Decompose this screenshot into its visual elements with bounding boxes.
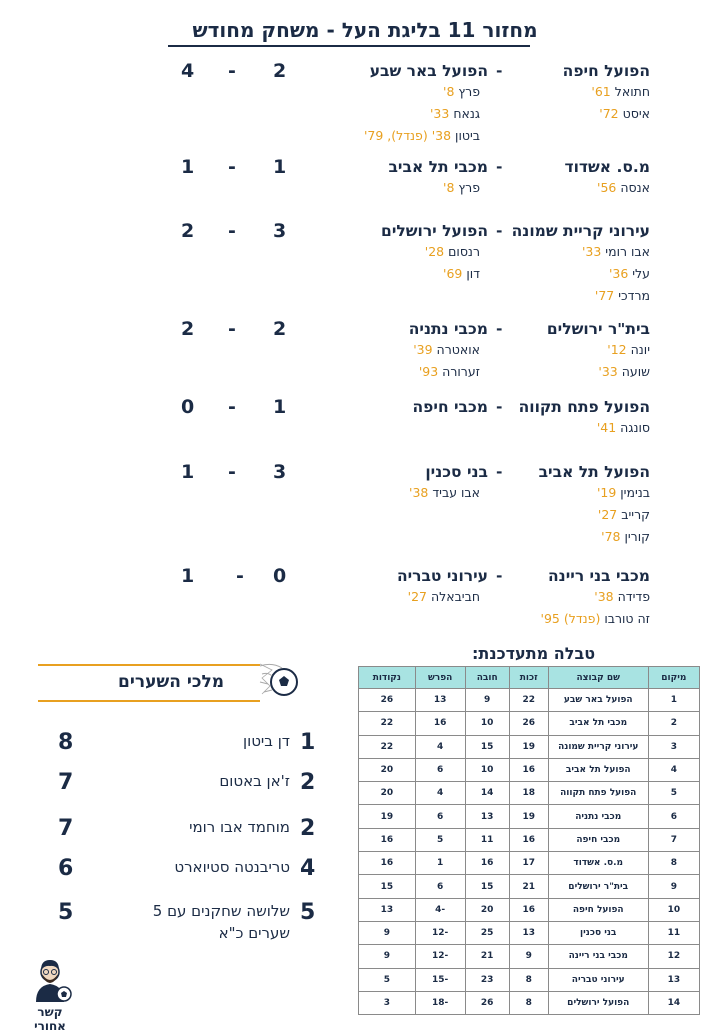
home-scorer (607, 342, 650, 357)
scorer-minute: 33' (429, 106, 450, 121)
table-cell: 21 (465, 945, 509, 968)
table-cell: 15 (465, 735, 509, 758)
table-cell: 6 (415, 805, 465, 828)
scorer-goals: 6 (58, 856, 74, 881)
away-score: 2 (181, 318, 195, 340)
table-cell: 16 (509, 898, 548, 921)
scorer-name: פדידה (617, 589, 650, 604)
scorer-player-name: שלושה שחקנים עם 5 שערים כ"א (152, 902, 290, 942)
scorer-goals: 5 (58, 900, 74, 925)
table-cell: 5 (359, 968, 416, 991)
table-row (359, 898, 700, 921)
scorer-name: איסט (622, 106, 650, 121)
table-cell: עירוני קריית שמונה (548, 735, 648, 758)
table-header-cell: שם קבוצה (548, 667, 648, 689)
scorer-minute: 77' (594, 288, 615, 303)
table-header-row (359, 667, 700, 689)
scorer-name: קורין (624, 529, 650, 544)
table-cell: 8 (648, 852, 699, 875)
home-score: 2 (273, 318, 287, 340)
table-cell: -4 (415, 898, 465, 921)
scorer-name: קרייב (621, 507, 650, 522)
scorer-minute: 39' (413, 342, 433, 357)
scorer-minute: 56' (597, 180, 617, 195)
scorer-name: חביבאלה (430, 589, 480, 604)
table-cell: 16 (359, 828, 416, 851)
table-cell: 1 (415, 852, 465, 875)
table-cell: 16 (359, 852, 416, 875)
home-team-name: הפועל חיפה (562, 62, 650, 80)
table-cell: 26 (465, 991, 509, 1014)
away-team-name: מכבי חיפה (412, 398, 488, 416)
scorer-rank-row (0, 770, 340, 810)
home-team-name: הפועל תל אביב (538, 463, 650, 481)
scorer-goals: 8 (58, 730, 74, 755)
match-separator: - (496, 320, 503, 338)
table-cell: הפועל תל אביב (548, 758, 648, 781)
scorer-name: יונה (630, 342, 650, 357)
home-scorer (609, 266, 650, 281)
scorer-name: אואטרה (436, 342, 480, 357)
table-cell: 13 (648, 968, 699, 991)
scorer-minute: 33' (581, 244, 602, 259)
table-cell: 6 (415, 875, 465, 898)
home-team-name: בית"ר ירושלים (546, 320, 650, 338)
table-cell: 11 (648, 921, 699, 944)
scorer-name: פרץ (458, 84, 480, 99)
table-cell: 3 (648, 735, 699, 758)
table-cell: מ.ס. אשדוד (548, 852, 648, 875)
table-row (359, 782, 700, 805)
page-title: מחזור 11 בליגת העל - משחק מחודש (192, 18, 538, 42)
scorer-rank: 2 (300, 770, 316, 795)
match-separator: - (496, 62, 503, 80)
home-scorer (597, 485, 650, 500)
table-cell: 6 (648, 805, 699, 828)
kings-line-top (38, 664, 260, 666)
title-underline (168, 45, 530, 47)
away-score: 4 (181, 60, 195, 82)
table-cell: 4 (415, 735, 465, 758)
kings-line-bottom (38, 700, 260, 702)
scorer-name: ביטון (455, 128, 480, 143)
home-score: 2 (273, 60, 287, 82)
home-score: 0 (273, 565, 287, 587)
match-separator: - (496, 398, 503, 416)
away-team-name: עירוני טבריה (396, 567, 488, 585)
scorer-goals: 7 (58, 770, 74, 795)
table-cell: 12 (648, 945, 699, 968)
table-cell: 11 (465, 828, 509, 851)
table-cell: הפועל פתח תקווה (548, 782, 648, 805)
match-separator: - (496, 158, 503, 176)
table-cell: בית"ר ירושלים (548, 875, 648, 898)
table-cell: 2 (648, 712, 699, 735)
home-scorer (594, 589, 650, 604)
table-cell: 20 (359, 758, 416, 781)
table-cell: 7 (648, 828, 699, 851)
table-cell: 19 (509, 805, 548, 828)
table-cell: הפועל חיפה (548, 898, 648, 921)
scorer-rank-row (0, 730, 340, 770)
away-team-name: מכבי תל אביב (388, 158, 488, 176)
table-cell: מכבי חיפה (548, 828, 648, 851)
table-cell: 3 (359, 991, 416, 1014)
score-separator: - (228, 220, 236, 242)
brand-logo-icon (22, 952, 78, 1004)
away-scorer (443, 84, 480, 99)
home-score: 3 (273, 220, 287, 242)
scorer-minute: 61' (591, 84, 611, 99)
table-cell: הפועל באר שבע (548, 689, 648, 712)
scorer-name: זה טורבו (604, 611, 650, 626)
away-team-name: בני סכנין (425, 463, 488, 481)
home-scorer (591, 84, 650, 99)
table-cell: מכבי בני ריינה (548, 945, 648, 968)
table-cell: 9 (509, 945, 548, 968)
away-team-name: הפועל ירושלים (381, 222, 488, 240)
away-scorer (409, 485, 480, 500)
home-scorer (597, 180, 650, 195)
scorer-name: זערורה (442, 364, 480, 379)
home-team-name: הפועל פתח תקווה (518, 398, 650, 416)
away-team-name: הפועל באר שבע (369, 62, 488, 80)
match-separator: - (496, 567, 503, 585)
scorer-name: סונגה (620, 420, 650, 435)
table-cell: 23 (465, 968, 509, 991)
table-cell: -12 (415, 945, 465, 968)
scorer-minute: 36' (608, 266, 629, 281)
scorer-rank: 2 (300, 816, 316, 841)
table-cell: 15 (465, 875, 509, 898)
table-cell: 10 (648, 898, 699, 921)
away-score: 1 (181, 461, 195, 483)
table-cell: 20 (465, 898, 509, 921)
scorer-name: אבו רומי (605, 244, 650, 259)
away-scorer (425, 244, 480, 259)
away-scorer (413, 342, 480, 357)
table-cell: 13 (509, 921, 548, 944)
table-cell: 9 (359, 921, 416, 944)
home-score: 1 (273, 396, 287, 418)
scorer-rank-row (0, 816, 340, 856)
table-cell: 13 (415, 689, 465, 712)
table-header-cell: מיקום (648, 667, 699, 689)
table-row (359, 852, 700, 875)
league-table (358, 666, 700, 1015)
table-header-cell: חובה (465, 667, 509, 689)
table-row (359, 968, 700, 991)
table-cell: 16 (509, 758, 548, 781)
scorer-goals: 7 (58, 816, 74, 841)
scorer-name: בנימין (620, 485, 650, 500)
table-cell: 4 (648, 758, 699, 781)
scorer-player-name: טריבנטה סטיוארט (174, 858, 290, 876)
scorer-name: מרדכי (618, 288, 650, 303)
table-row (359, 921, 700, 944)
scorer-rank: 5 (300, 900, 316, 925)
table-cell: 22 (359, 712, 416, 735)
table-cell: 16 (509, 828, 548, 851)
table-cell: 26 (359, 689, 416, 712)
away-score: 2 (181, 220, 195, 242)
scorer-name: חתואל (614, 84, 650, 99)
score-separator: - (228, 461, 236, 483)
score-separator: - (228, 60, 236, 82)
table-cell: 9 (465, 689, 509, 712)
table-row (359, 875, 700, 898)
table-row (359, 689, 700, 712)
table-cell: 17 (509, 852, 548, 875)
table-cell: 5 (648, 782, 699, 805)
scorer-rank: 4 (300, 856, 316, 881)
table-cell: 19 (359, 805, 416, 828)
scorer-minute: 28' (424, 244, 445, 259)
home-scorer (599, 106, 650, 121)
scorer-name: אבו עביד (432, 485, 480, 500)
table-cell: 10 (465, 712, 509, 735)
table-cell: -18 (415, 991, 465, 1014)
table-cell: בני סכנין (548, 921, 648, 944)
table-cell: 8 (509, 968, 548, 991)
scorer-player-name: מוחמד אבו רומי (189, 818, 290, 836)
scorer-name: עלי (632, 266, 650, 281)
top-scorers-title: מלכי השערים (118, 672, 225, 692)
table-cell: 16 (415, 712, 465, 735)
table-cell: 1 (648, 689, 699, 712)
home-score: 1 (273, 156, 287, 178)
away-scorer (419, 364, 480, 379)
scorer-rank-row (0, 900, 340, 940)
scorer-player-name: דן ביטון (243, 732, 290, 750)
away-scorer (443, 266, 480, 281)
scorer-name: רנסום (448, 244, 480, 259)
away-scorer (408, 589, 480, 604)
away-score: 1 (181, 565, 195, 587)
table-cell: 13 (465, 805, 509, 828)
scorer-player-name: ז'אן באטום (219, 772, 290, 790)
scorer-minute: 41' (596, 420, 617, 435)
score-separator: - (236, 565, 244, 587)
table-cell: 18 (509, 782, 548, 805)
away-score: 0 (181, 396, 195, 418)
table-cell: 14 (465, 782, 509, 805)
table-row (359, 735, 700, 758)
scorer-name: שועה (621, 364, 650, 379)
table-cell: -12 (415, 921, 465, 944)
home-scorer (595, 288, 650, 303)
scorer-name: גנאח (453, 106, 480, 121)
scorer-minute: 19' (596, 485, 617, 500)
table-cell: 15 (359, 875, 416, 898)
table-cell: מכבי תל אביב (548, 712, 648, 735)
table-row (359, 991, 700, 1014)
away-scorer (443, 180, 480, 195)
home-scorer (597, 420, 650, 435)
table-cell: 5 (415, 828, 465, 851)
home-score: 3 (273, 461, 287, 483)
away-scorer (430, 106, 480, 121)
table-row (359, 712, 700, 735)
table-row (359, 758, 700, 781)
scorer-minute: 27' (407, 589, 427, 604)
table-cell: 22 (359, 735, 416, 758)
table-cell: מכבי נתניה (548, 805, 648, 828)
scorer-minute: 69' (443, 266, 463, 281)
scorer-minute: 38' (פנדל), 79' (363, 128, 452, 143)
scorer-minute: 8' (443, 180, 455, 195)
scorer-minute: 12' (607, 342, 627, 357)
scorer-minute: 8' (443, 84, 455, 99)
home-scorer (601, 529, 650, 544)
away-team-name: מכבי נתניה (408, 320, 488, 338)
table-cell: 10 (465, 758, 509, 781)
home-scorer (598, 364, 650, 379)
brand-logo-text: קשר אחורי (34, 1005, 66, 1033)
scorer-rank: 1 (300, 730, 316, 755)
match-separator: - (496, 222, 503, 240)
scorer-minute: 72' (599, 106, 619, 121)
table-cell: 26 (509, 712, 548, 735)
score-separator: - (228, 318, 236, 340)
table-cell: 8 (509, 991, 548, 1014)
table-cell: 14 (648, 991, 699, 1014)
table-row (359, 828, 700, 851)
scorer-minute: 93' (418, 364, 439, 379)
home-scorer (541, 611, 650, 626)
table-cell: 20 (359, 782, 416, 805)
table-cell: 6 (415, 758, 465, 781)
table-cell: -15 (415, 968, 465, 991)
scorer-name: אנסה (620, 180, 650, 195)
table-title: טבלה מתעדכנת: (472, 644, 596, 663)
scorer-minute: 33' (598, 364, 618, 379)
scorer-minute: 27' (597, 507, 618, 522)
table-row (359, 945, 700, 968)
home-scorer (598, 507, 650, 522)
table-cell: 13 (359, 898, 416, 921)
table-cell: 9 (648, 875, 699, 898)
scorer-minute: 38' (409, 485, 429, 500)
home-team-name: עירוני קריית שמונה (511, 222, 650, 240)
soccer-ball-icon (258, 660, 300, 702)
table-cell: 16 (465, 852, 509, 875)
away-scorer (364, 128, 480, 143)
table-row (359, 805, 700, 828)
table-cell: 22 (509, 689, 548, 712)
scorer-minute: 38' (594, 589, 614, 604)
scorer-minute: (פנדל) 95' (540, 611, 601, 626)
match-separator: - (496, 463, 503, 481)
scorer-name: פרץ (458, 180, 480, 195)
table-cell: 9 (359, 945, 416, 968)
table-header-cell: זכות (509, 667, 548, 689)
score-separator: - (228, 156, 236, 178)
table-cell: 19 (509, 735, 548, 758)
table-cell: 4 (415, 782, 465, 805)
home-scorer (582, 244, 650, 259)
scorer-name: דון (466, 266, 480, 281)
match-6 (0, 463, 724, 583)
away-score: 1 (181, 156, 195, 178)
home-team-name: מכבי בני ריינה (548, 567, 650, 585)
table-cell: עירוני טבריה (548, 968, 648, 991)
home-team-name: מ.ס. אשדוד (564, 158, 650, 176)
table-cell: הפועל ירושלים (548, 991, 648, 1014)
table-header-cell: נקודות (359, 667, 416, 689)
table-header-cell: הפרש (415, 667, 465, 689)
scorer-rank-row (0, 856, 340, 896)
scorer-minute: 78' (601, 529, 621, 544)
table-cell: 21 (509, 875, 548, 898)
table-cell: 25 (465, 921, 509, 944)
score-separator: - (228, 396, 236, 418)
